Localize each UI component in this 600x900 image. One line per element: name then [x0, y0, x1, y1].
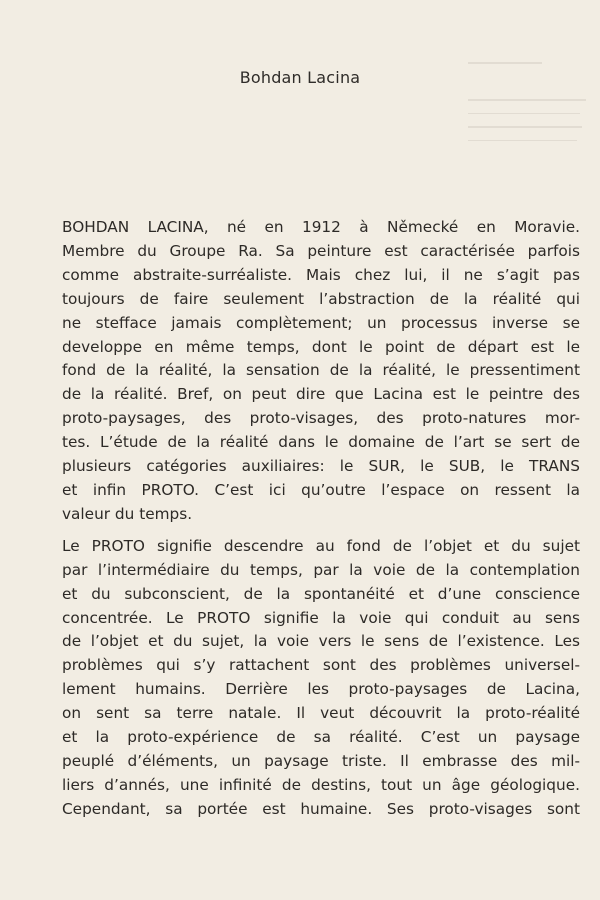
text-line: par l’intermédiaire du temps, par la voie de la contemplation [62, 560, 580, 579]
text-line: et infin PROTO. C’est ici qu’outre l’espace on ressent la [62, 480, 580, 499]
text-line: de l’objet et du sujet, la voie vers le sens de l’existence. Les [62, 632, 580, 651]
text-line: on sent sa terre natale. Il veut découvrit la proto-réalité [62, 704, 580, 723]
paragraph-1 [62, 216, 580, 527]
text-line: et du subconscient, de la spontanéité et d’une conscience [62, 584, 580, 603]
text-line: lement humains. Derrière les proto-paysages de Lacina, [62, 680, 580, 699]
text-line: comme abstraite-surréaliste. Mais chez lui, il ne s’agit pas [62, 265, 580, 284]
text-line: valeur du temps. [62, 504, 193, 523]
text-line: proto-paysages, des proto-visages, des proto-natures mor- [62, 409, 580, 428]
text-line: de la réalité. Bref, on peut dire que Lacina est le peintre des [62, 385, 580, 404]
text-line: ne stefface jamais complètement; un processus inverse se [62, 313, 580, 332]
text-line: et la proto-expérience de sa réalité. C’est un paysage [62, 728, 580, 747]
text-line: Cependant, sa portée est humaine. Ses proto-visages sont [62, 799, 580, 818]
text-line: developpe en même temps, dont le point de départ est le [62, 337, 580, 356]
text-line: Membre du Groupe Ra. Sa peinture est caractérisée parfois [62, 241, 580, 260]
text-line: Le PROTO signifie descendre au fond de l’objet et du sujet [62, 536, 580, 555]
author-heading: Bohdan Lacina [239, 68, 361, 87]
text-line: BOHDAN LACINA, né en 1912 à Německé en Moravie. [62, 218, 580, 236]
text-line: toujours de faire seulement l’abstraction de la réalité qui [62, 289, 580, 308]
text-line: concentrée. Le PROTO signifie la voie qui conduit au sens [62, 608, 580, 627]
text-line: problèmes qui s’y rattachent sont des problèmes universel- [62, 656, 580, 675]
text-line: peuplé d’éléments, un paysage triste. Il embrasse des mil- [62, 751, 580, 770]
text-line: fond de la réalité, la sensation de la réalité, le pressentiment [62, 361, 580, 380]
text-line: tes. L’étude de la réalité dans le domaine de l’art se sert de [62, 433, 580, 452]
text-line: liers d’annés, une infinité de destins, tout un âge géologique. [62, 775, 580, 794]
body-text [62, 216, 580, 830]
text-line: plusieurs catégories auxiliaires: le SUR, le SUB, le TRANS [62, 457, 580, 476]
paragraph-2 [62, 535, 580, 822]
